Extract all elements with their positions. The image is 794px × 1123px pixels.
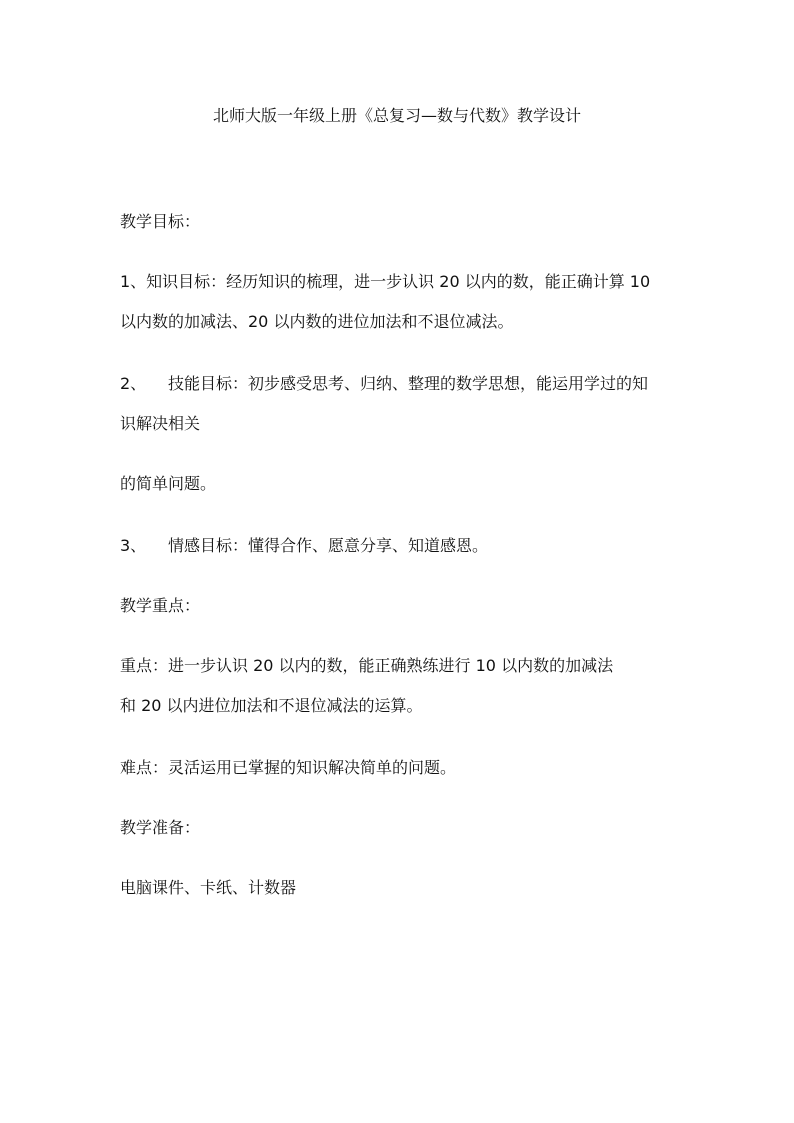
objective-2-line-3: 的简单问题。	[120, 474, 217, 493]
objective-1-line-2: 以内数的加减法、20 以内数的进位加法和不退位减法。	[120, 312, 514, 331]
objective-1-line-1: 1、知识目标：经历知识的梳理，进一步认识 20 以内的数，能正确计算 10	[120, 272, 651, 291]
keypoint-line-1: 重点：进一步认识 20 以内的数，能正确熟练进行 10 以内数的加减法	[120, 656, 614, 675]
objective-2-line-2: 识解决相关	[120, 414, 201, 433]
difficulty-text: 难点：灵活运用已掌握的知识解决简单的问题。	[120, 758, 457, 777]
keypoints-heading: 教学重点：	[120, 596, 201, 615]
objective-3	[120, 534, 488, 558]
preparation-heading: 教学准备：	[120, 818, 201, 837]
objective-2	[120, 372, 648, 396]
objectives-heading: 教学目标：	[120, 212, 201, 231]
document-title: 北师大版一年级上册《总复习—数与代数》教学设计	[212, 106, 581, 125]
preparation-items: 电脑课件、卡纸、计数器	[120, 878, 297, 897]
objective-3-number: 3、	[120, 536, 147, 555]
objective-2-number: 2、	[120, 374, 147, 393]
objective-3-text: 情感目标：懂得合作、愿意分享、知道感恩。	[168, 536, 489, 555]
keypoint-line-2: 和 20 以内进位加法和不退位减法的运算。	[120, 696, 423, 715]
objective-2-line-1: 技能目标：初步感受思考、归纳、整理的数学思想，能运用学过的知	[168, 374, 649, 393]
